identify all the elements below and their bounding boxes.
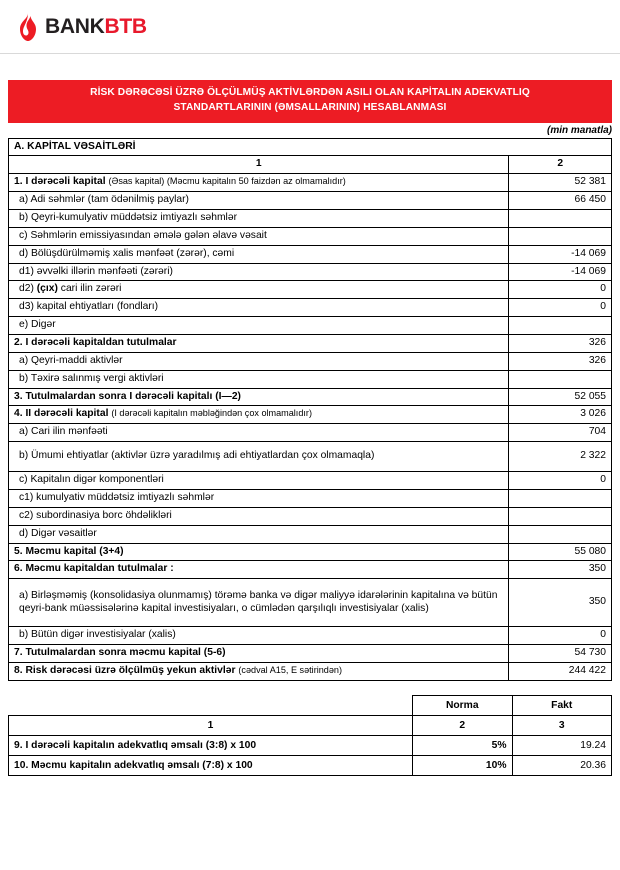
row-value: 54 730 <box>509 645 612 663</box>
brand-header <box>0 0 620 54</box>
ratios-col-num-3: 3 <box>512 715 612 735</box>
table-row <box>9 472 612 490</box>
table-row <box>9 263 612 281</box>
table-row <box>9 442 612 472</box>
row-label: 7. Tutulmalardan sonra məcmu kapital (5-6) <box>9 645 509 663</box>
row-value <box>509 525 612 543</box>
table-row <box>9 507 612 525</box>
row-value <box>509 370 612 388</box>
table-row <box>9 192 612 210</box>
column-number-row <box>9 156 612 174</box>
row-value: 55 080 <box>509 543 612 561</box>
flame-icon <box>18 13 38 41</box>
row-value: 326 <box>509 335 612 353</box>
ratios-col-num-2: 2 <box>413 715 512 735</box>
row-label: d1) əvvəlki illərin mənfəəti (zərəri) <box>9 263 509 281</box>
table-row <box>9 210 612 228</box>
row-value: -14 069 <box>509 245 612 263</box>
row-value <box>509 317 612 335</box>
row-value: 350 <box>509 561 612 579</box>
row-label: 4. II dərəcəli kapital (I dərəcəli kapitalın məbləğindən çox olmamalıdır) <box>9 406 509 424</box>
row-value: 66 450 <box>509 192 612 210</box>
table-row <box>9 388 612 406</box>
table-row <box>9 317 612 335</box>
row-label: 8. Risk dərəcəsi üzrə ölçülmüş yekun aktivlər (cədval A15, E sətirindən) <box>9 663 509 681</box>
table-row <box>9 579 612 627</box>
row-sublabel: (Əsas kapital) (Məcmu kapitalın 50 faizdən az olmamalıdır) <box>108 176 346 187</box>
row-label: 3. Tutulmalardan sonra I dərəcəli kapitalı (I—2) <box>9 388 509 406</box>
row-sublabel: (I dərəcəli kapitalın məbləğindən çox olmamalıdır) <box>111 408 312 419</box>
row-label: b) Təxirə salınmış vergi aktivləri <box>9 370 509 388</box>
table-row <box>9 424 612 442</box>
table-row <box>9 561 612 579</box>
unit-note: (min manatla) <box>546 124 612 136</box>
row-value <box>509 227 612 245</box>
brand-wordmark <box>45 16 147 37</box>
row-label: 2. I dərəcəli kapitaldan tutulmalar <box>9 335 509 353</box>
row-label: 5. Məcmu kapital (3+4) <box>9 543 509 561</box>
ratios-col-num-1: 1 <box>9 715 413 735</box>
row-value: 704 <box>509 424 612 442</box>
row-value: 326 <box>509 352 612 370</box>
table-row <box>9 525 612 543</box>
row-label: c2) subordinasiya borc öhdəlikləri <box>9 507 509 525</box>
row-value: 0 <box>509 627 612 645</box>
table-row <box>9 352 612 370</box>
row-label: d2) (çıx) cari ilin zərəri <box>9 281 509 299</box>
table-row <box>9 174 612 192</box>
section-a-header-row <box>9 138 612 156</box>
row-label: b) Qeyri-kumulyativ müddətsiz imtiyazlı səhmlər <box>9 210 509 228</box>
brand-name-dark: BANK <box>45 15 105 38</box>
capital-table <box>8 138 612 681</box>
row-value: 3 026 <box>509 406 612 424</box>
row-value <box>509 210 612 228</box>
table-row <box>9 227 612 245</box>
table-row <box>9 627 612 645</box>
row-value: 244 422 <box>509 663 612 681</box>
ratios-header-blank <box>9 695 413 715</box>
row-label: c) Kapitalın digər komponentləri <box>9 472 509 490</box>
ratios-header-fakt: Fakt <box>512 695 612 715</box>
ratio-fakt: 20.36 <box>512 755 612 775</box>
ratios-colnum-row <box>9 715 612 735</box>
ratio-norma: 10% <box>413 755 512 775</box>
row-value: 52 055 <box>509 388 612 406</box>
row-label: 1. I dərəcəli kapital (Əsas kapital) (Məcmu kapitalın 50 faizdən az olmamalıdır) <box>9 174 509 192</box>
row-label: a) Adi səhmlər (tam ödənilmiş paylar) <box>9 192 509 210</box>
table-row <box>9 755 612 775</box>
row-value: 0 <box>509 299 612 317</box>
row-value <box>509 507 612 525</box>
row-label: d3) kapital ehtiyatları (fondları) <box>9 299 509 317</box>
row-label: e) Digər <box>9 317 509 335</box>
row-sublabel: (cədval A15, E sətirindən) <box>238 665 342 676</box>
row-value: -14 069 <box>509 263 612 281</box>
row-value: 0 <box>509 281 612 299</box>
row-label: d) Digər vəsaitlər <box>9 525 509 543</box>
ratio-label: 10. Məcmu kapitalın adekvatlıq əmsalı (7:8) x 100 <box>9 755 413 775</box>
ratios-header-norma: Norma <box>413 695 512 715</box>
table-row <box>9 281 612 299</box>
ratio-norma: 5% <box>413 735 512 755</box>
table-row <box>9 335 612 353</box>
table-row <box>9 543 612 561</box>
table-gap <box>0 681 620 695</box>
row-label: a) Qeyri-maddi aktivlər <box>9 352 509 370</box>
row-label: b) Ümumi ehtiyatlar (aktivlər üzrə yaradılmış adi ehtiyatlardan çox olmamaqla) <box>9 442 509 472</box>
col-num-1: 1 <box>9 156 509 174</box>
section-a-title: A. KAPİTAL VƏSAİTLƏRİ <box>9 138 612 156</box>
row-label: c1) kumulyativ müddətsiz imtiyazlı səhmlər <box>9 490 509 508</box>
row-label: c) Səhmlərin emissiyasından əmələ gələn əlavə vəsait <box>9 227 509 245</box>
row-value: 350 <box>509 579 612 627</box>
row-label: d) Bölüşdürülməmiş xalis mənfəət (zərər), cəmi <box>9 245 509 263</box>
row-label: b) Bütün digər investisiyalar (xalis) <box>9 627 509 645</box>
table-row <box>9 299 612 317</box>
row-value <box>509 490 612 508</box>
ratios-header-row <box>9 695 612 715</box>
row-value: 2 322 <box>509 442 612 472</box>
ratio-label: 9. I dərəcəli kapitalın adekvatlıq əmsalı (3:8) x 100 <box>9 735 413 755</box>
table-row <box>9 645 612 663</box>
table-row <box>9 490 612 508</box>
row-label: 6. Məcmu kapitaldan tutulmalar : <box>9 561 509 579</box>
table-row <box>9 735 612 755</box>
col-num-2: 2 <box>509 156 612 174</box>
table-row <box>9 370 612 388</box>
brand-name-red: BTB <box>104 15 147 38</box>
table-row <box>9 406 612 424</box>
ratio-fakt: 19.24 <box>512 735 612 755</box>
report-title-banner <box>8 80 612 123</box>
report-title-line1: RİSK DƏRƏCƏSİ ÜZRƏ ÖLÇÜLMÜŞ AKTİVLƏRDƏN ASILI OLAN KAPİTALIN ADEKVATLIQ <box>90 87 530 98</box>
table-row <box>9 245 612 263</box>
row-value: 52 381 <box>509 174 612 192</box>
report-title-line2: STANDARTLARININ (ƏMSALLARININ) HESABLANMASI <box>173 101 447 113</box>
row-label: a) Cari ilin mənfəəti <box>9 424 509 442</box>
row-label: a) Birləşməmiş (konsolidasiya olunmamış) törəmə banka və digər maliyyə idarələrinin kapitalına və bütün qeyri-bank müəssisələrinə kapital investisiyaları, o cümlədən qarşılıqlı investisiyalar (xalis) <box>9 579 509 627</box>
ratios-table <box>8 695 612 776</box>
table-row <box>9 663 612 681</box>
row-value: 0 <box>509 472 612 490</box>
